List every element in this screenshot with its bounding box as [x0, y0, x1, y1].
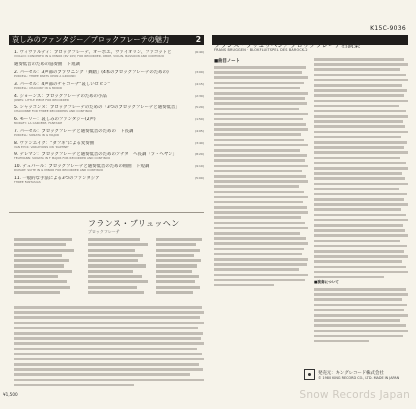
track-item	[14, 117, 204, 126]
track-duration: (9:10)	[194, 164, 204, 169]
title-banner	[9, 35, 204, 45]
personnel-column	[14, 238, 78, 296]
track-duration: (3:00)	[194, 69, 204, 74]
volume-number: 2	[195, 35, 201, 44]
track-duration: (6:40)	[194, 50, 204, 54]
track-title-en: DUPART: SUITE IN G MINOR FOR RECORDER AND CONTINUO	[14, 169, 104, 173]
price-label: ¥1,500	[3, 392, 18, 397]
track-title-en: VIVALDI: CONCERTO IN G MINOR (RV 105) FOR RECORDER, OBOE, VIOLIN, BASSOON AND CONTINUO	[14, 55, 165, 58]
track-duration: (2:30)	[194, 93, 204, 98]
track-title-jp: 6. モーリー：哀しみのファンタジー(2声)	[14, 117, 96, 123]
track-title-jp: 2. パーセル：3声部のブラウニング「舞踏」(4本のブロックフレーテのための)	[14, 69, 169, 75]
track-duration: (4:05)	[194, 128, 204, 133]
track-item	[14, 105, 204, 114]
track-title-jp: 通奏低音のための協奏曲 ト短調	[14, 61, 80, 67]
track-item	[14, 176, 204, 185]
track-title-jp: 7. パーセル：ブロックフレーテと通奏低音のための ト長調	[14, 128, 134, 134]
track-title-en: PURCELL: CHACONY IN G MINOR	[14, 86, 63, 90]
track-duration: (5:00)	[194, 176, 204, 180]
liner-notes-col-c	[314, 288, 408, 345]
track-item	[14, 94, 204, 103]
notes-heading: ■曲目ノート	[214, 59, 240, 64]
liner-notes-col-b	[314, 58, 408, 281]
track-list	[14, 50, 204, 188]
track-title-en: CHACONNE FOR THREE RECORDERS AND CONTINUO	[14, 110, 93, 114]
catalog-number: K15C-9036	[370, 25, 406, 32]
track-title-jp: 9. テレマン：ブロックフレーテと通奏低音のためのソナタ ヘ長調「ラ・ヘヤン」	[14, 152, 177, 158]
record-label-logo	[304, 369, 315, 380]
track-title-jp: 10. デュパール：ブロックフレーテと通奏低音のための組曲 ト短調	[14, 164, 150, 170]
track-title-jp: 5. シャッコンヌ：ブロックフレーテのための「3つのブロックフレーテと通奏低音」	[14, 105, 180, 111]
track-item	[14, 82, 204, 91]
personnel-column	[88, 238, 152, 296]
track-duration: (5:20)	[194, 105, 204, 110]
publisher-name: 発売元：キングレコード株式会社	[318, 371, 384, 376]
track-title-en: JONES: LITTLE PIECE FOR RECORDER	[14, 98, 69, 102]
track-duration: (8:20)	[194, 152, 204, 157]
track-title-en: MORLEY: LA CARCERE, FANTASIE	[14, 122, 63, 126]
track-item	[14, 129, 204, 138]
performer-name: フランス・ブリュッヘン	[88, 219, 180, 228]
track-title-en: TELEMANN: SONATA IN F MAJOR FOR RECORDER AND CONTINUO	[14, 157, 111, 161]
personnel-column	[156, 238, 220, 296]
track-title-en: THREE FANTASIAS	[14, 181, 41, 184]
liner-notes-left	[14, 306, 204, 389]
track-item	[14, 62, 204, 67]
track-title-en: PURCELL: SONATA IN G MAJOR	[14, 133, 60, 137]
watermark-text: Snow Records Japan	[299, 389, 410, 401]
track-duration: (1:50)	[194, 117, 204, 122]
track-duration: (4:15)	[194, 81, 204, 86]
performer-instrument: ブロックフレーテ	[88, 229, 120, 234]
track-title-jp: 11. 一般的な手法による3つのファンタジア	[14, 176, 100, 181]
notes-subheading: ■演奏について	[314, 280, 339, 284]
track-title-en: PURCELL: THREE PARTS UPON A GROUND	[14, 74, 76, 78]
track-item	[14, 141, 204, 150]
track-duration: (3:40)	[194, 140, 204, 145]
track-title-jp: 4. ジョーンズ：ブロックフレーテのための小品	[14, 93, 107, 99]
liner-notes-col-a	[214, 66, 308, 289]
right-header-title: フランス・ブリュッヘン／ブロックフレーテ名演集	[214, 41, 360, 49]
publisher-copyright: © 1980 KING RECORD CO., LTD. MADE IN JAPAN	[318, 376, 400, 380]
track-title-jp: 3. パーセル：4声部のチャコーナ“哀しいロビン”	[14, 81, 111, 87]
track-item	[14, 152, 204, 161]
track-item	[14, 50, 204, 59]
track-item	[14, 164, 204, 173]
track-item	[14, 70, 204, 79]
track-title-jp: 8. ヴァンエイク：“ダフネ”による変奏曲	[14, 140, 95, 146]
album-title: 哀しみのファンタジー／ブロックフレーテの魅力	[12, 35, 170, 44]
track-title-jp: 1. ヴィヴァルディ：ブロックフレーテ、オーボエ、ヴァイオリン、ファゴットと	[14, 50, 172, 55]
right-header-subtitle: FRANS BRUGGEN · BLOKFLUITSPEL DES BAROCK-2	[214, 48, 308, 52]
section-divider	[9, 212, 204, 213]
track-title-en: VAN EYCK: VARIATIONS ON ‘DAPHNE’	[14, 145, 69, 149]
